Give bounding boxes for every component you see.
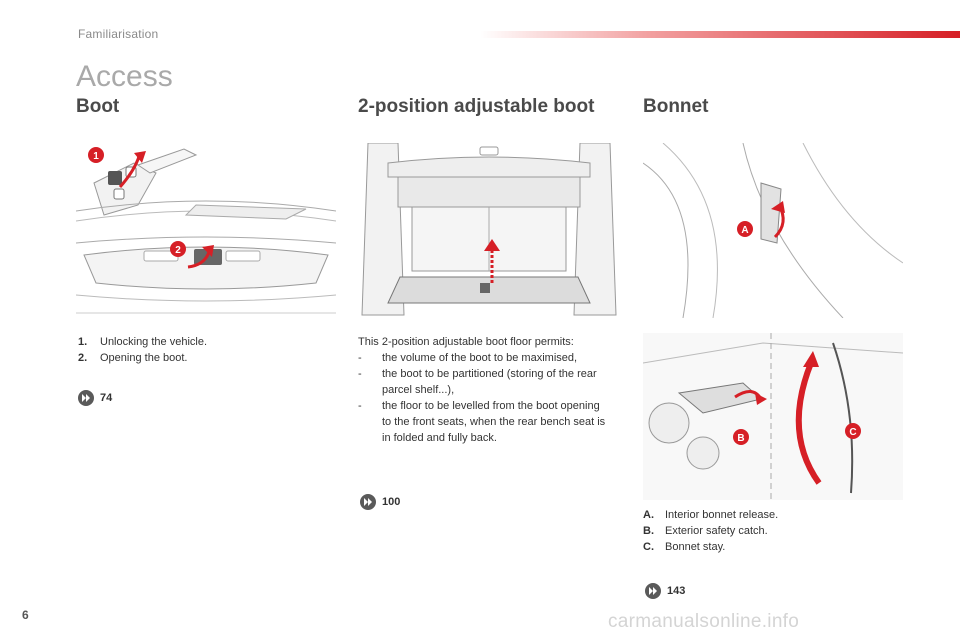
intro-text: This 2-position adjustable boot floor permits: xyxy=(358,336,574,348)
list-item xyxy=(78,350,328,366)
page-reference-icon xyxy=(78,390,94,406)
boot-page-reference-link[interactable] xyxy=(78,390,112,406)
adjustable-boot-text xyxy=(358,334,608,446)
list-item xyxy=(358,398,608,446)
adjustable-boot-heading: 2-position adjustable boot xyxy=(358,96,595,117)
bonnet-release-illustration xyxy=(643,143,903,318)
step-text: Opening the boot. xyxy=(100,352,188,364)
step-text: Unlocking the vehicle. xyxy=(100,336,208,348)
legend-key: B. xyxy=(643,525,654,537)
step-number: 2. xyxy=(78,352,88,364)
legend-key: C. xyxy=(643,541,654,553)
callout-b-label: B xyxy=(737,433,745,444)
list-item xyxy=(358,366,608,398)
list-item xyxy=(78,334,328,350)
bullet-dash: - xyxy=(358,368,362,380)
legend-text: Exterior safety catch. xyxy=(665,525,768,537)
key-fob-illustration xyxy=(94,149,196,215)
header-accent-bar xyxy=(480,31,960,38)
boot-heading: Boot xyxy=(76,96,120,117)
bullet-text: the boot to be partitioned (storing of the rear parcel shelf...), xyxy=(382,368,597,396)
bullet-text: the floor to be levelled from the boot opening to the front seats, when the rear bench seat is in folded and fully back. xyxy=(382,400,606,444)
step-number: 1. xyxy=(78,336,88,348)
list-item xyxy=(643,539,893,555)
bonnet-catch-illustration xyxy=(643,333,903,500)
list-item xyxy=(643,523,893,539)
section-label: Familiarisation xyxy=(78,27,159,41)
callout-2-label: 2 xyxy=(175,245,181,256)
floor-handle-icon xyxy=(480,283,490,293)
boot-illustration xyxy=(76,143,336,318)
callout-1-label: 1 xyxy=(93,151,99,162)
legend-text: Bonnet stay. xyxy=(665,541,726,553)
page-reference-number: 74 xyxy=(100,392,113,404)
list-item xyxy=(643,507,893,523)
page-reference-icon xyxy=(360,494,376,510)
legend-key: A. xyxy=(643,509,654,521)
page-reference-number: 143 xyxy=(667,585,686,597)
page-number: 6 xyxy=(22,608,29,622)
callout-c-label: C xyxy=(849,427,857,438)
adjustable-boot-illustration xyxy=(358,143,620,318)
callout-a-label: A xyxy=(741,225,749,236)
bonnet-heading: Bonnet xyxy=(643,96,709,117)
bullet-dash: - xyxy=(358,352,362,364)
bullet-text: the volume of the boot to be maximised, xyxy=(382,352,578,364)
page-reference-number: 100 xyxy=(382,496,401,508)
adjustable-boot-page-reference-link[interactable] xyxy=(360,494,400,510)
unlock-button-icon xyxy=(108,171,122,185)
page-reference-icon xyxy=(645,583,661,599)
boot-steps xyxy=(78,334,328,366)
bullet-dash: - xyxy=(358,400,362,412)
bonnet-page-reference-link[interactable] xyxy=(645,583,685,599)
list-item xyxy=(358,350,608,366)
watermark: carmanualsonline.info xyxy=(608,611,800,632)
bonnet-legend xyxy=(643,507,893,555)
legend-text: Interior bonnet release. xyxy=(665,509,779,521)
page-title: Access xyxy=(76,60,173,93)
